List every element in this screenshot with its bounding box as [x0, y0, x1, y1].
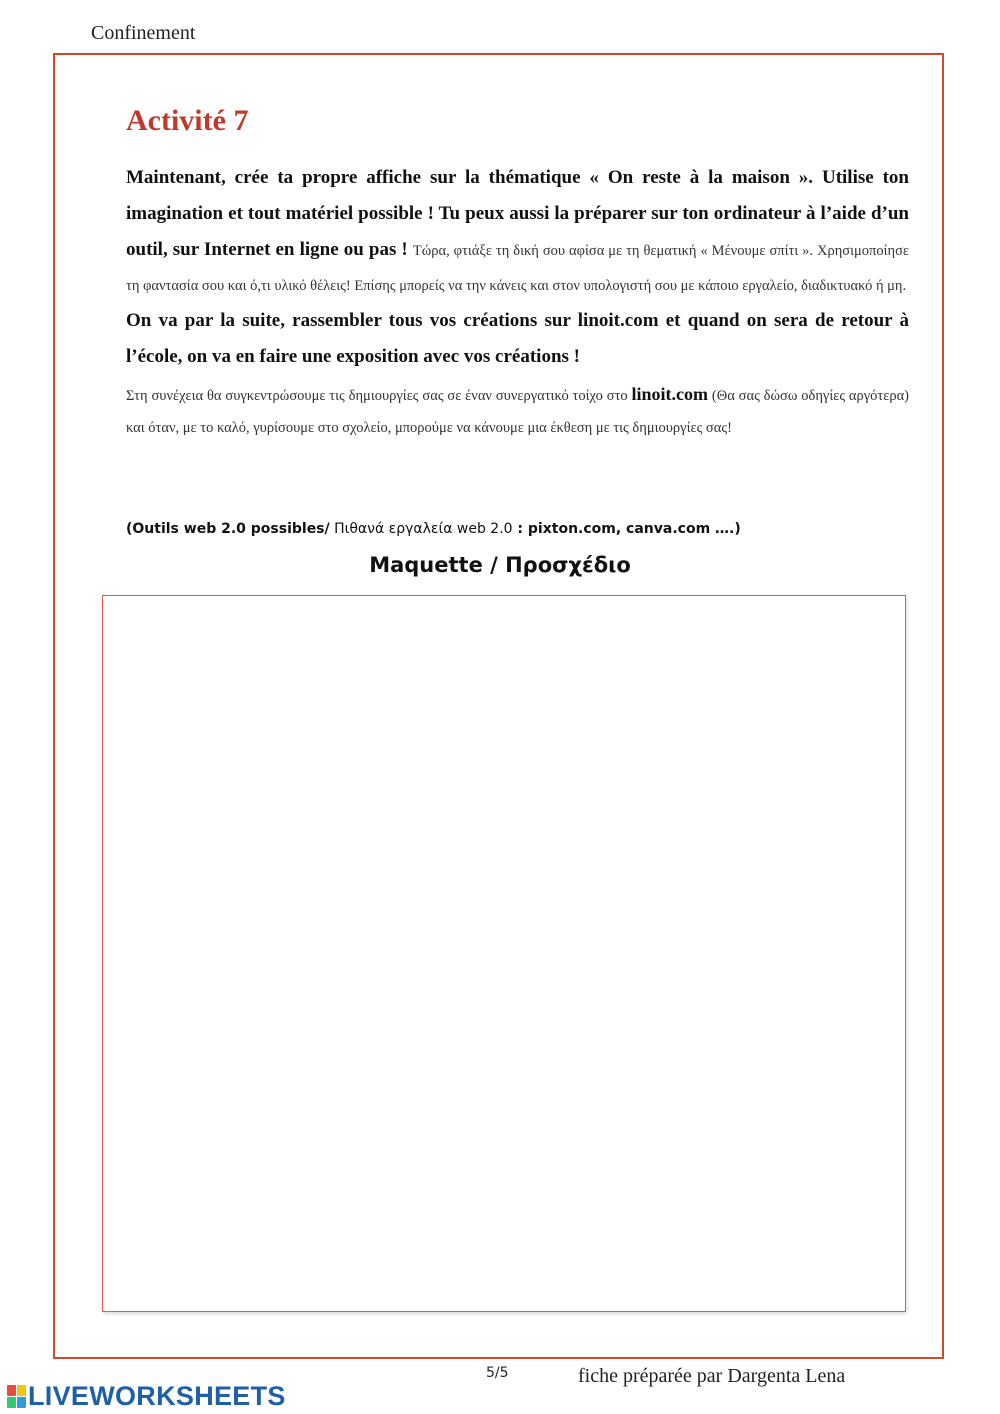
tools-fr: (Outils web 2.0 possibles/: [126, 521, 330, 537]
instruction-gr-3b: (Θα σας δώσω οδηγίες αργότερα) και όταν, με το καλό, γυρίσουμε στο σχολείο, μπορούμε να κάνουμε μια έκθεση με τις δημιουργίες σας!: [126, 388, 910, 436]
author-credit: fiche préparée par Dargenta Lena: [578, 1365, 846, 1387]
instructions: [126, 160, 909, 444]
instruction-gr-1: Τώρα, φτιάξε τη δική σου αφίσα με τη θεματική « Μένουμε σπίτι ». Χρησιμοποίησε τη φαντασία σου και ό,τι υλικό θέλεις! Επίσης μπορείς να την κάνεις και στον υπολογιστή σου με κάποιο εργαλείο, διαδικτυακό ή μη.: [126, 243, 910, 294]
logo-icon: [7, 1385, 26, 1408]
instruction-paragraph-1: [126, 160, 909, 303]
maquette-label: Maquette / Προσχέδιο: [369, 553, 631, 577]
logo-text: LIVEWORKSHEETS: [28, 1380, 286, 1411]
tools-list: : pixton.com, canva.com ….): [512, 521, 741, 537]
instruction-fr-1: Maintenant, crée ta propre affiche sur la thématique « On reste à la maison ». Utilise ton imagination et tout matériel possible ! Tu peux aussi la préparer sur ton ordinateur à l’aide d’un outil, sur Internet en ligne ou pas !: [126, 167, 909, 260]
liveworksheets-logo[interactable]: [7, 1381, 286, 1411]
document-header: Confinement: [91, 22, 196, 44]
linoit-link: linoit.com: [631, 384, 709, 404]
activity-title: Activité 7: [126, 104, 249, 137]
instruction-gr-3a: Στη συνέχεια θα συγκεντρώσουμε τις δημιουργίες σας σε έναν συνεργατικό τοίχο στο: [126, 388, 632, 404]
instruction-paragraph-3: [126, 379, 909, 444]
instruction-paragraph-2: [126, 303, 909, 375]
instruction-fr-2: On va par la suite, rassembler tous vos créations sur linoit.com et quand on sera de retour à l’école, on va en faire une exposition avec vos créations !: [126, 310, 909, 367]
tools-gr: Πιθανά εργαλεία web 2.0: [329, 521, 513, 537]
page-number: 5/5: [486, 1365, 509, 1381]
drawing-area[interactable]: [102, 595, 906, 1312]
tools-note: [126, 521, 741, 537]
